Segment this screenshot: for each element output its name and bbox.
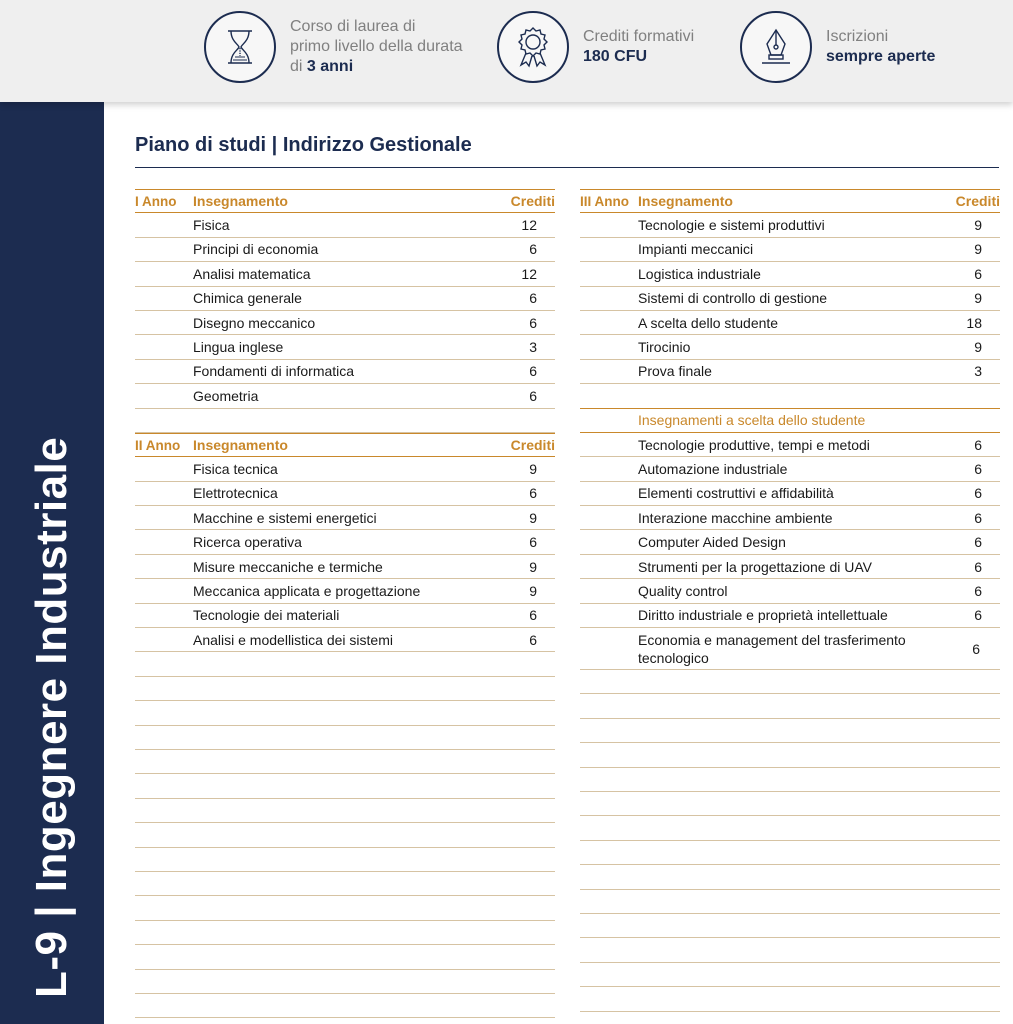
- empty-line: [580, 768, 1000, 792]
- award-ribbon-icon: [497, 11, 569, 83]
- course-credits: 9: [974, 217, 982, 234]
- course-name: Tecnologie produttive, tempi e metodi: [638, 436, 870, 453]
- table-row: [135, 530, 555, 554]
- feature-credits-line1: Crediti formativi: [583, 28, 695, 45]
- table-row: [580, 530, 1000, 554]
- year1-header: [135, 189, 555, 213]
- course-name: Automazione industriale: [638, 460, 788, 477]
- table-row: [135, 262, 555, 286]
- right-empty-lines: [580, 670, 1000, 1011]
- course-credits: 6: [529, 534, 537, 551]
- course-credits: 6: [974, 582, 982, 599]
- course-credits: 6: [974, 436, 982, 453]
- course-name: Chimica generale: [193, 290, 302, 307]
- course-name: Ricerca operativa: [193, 534, 302, 551]
- feature-credits-value: 180 CFU: [583, 48, 648, 65]
- course-name: Elementi costruttivi e affidabilità: [638, 485, 834, 502]
- course-credits: 6: [974, 460, 982, 477]
- right-column: [580, 189, 1000, 1012]
- empty-line: [135, 921, 555, 945]
- table-row: [580, 238, 1000, 262]
- table-row: [135, 311, 555, 335]
- empty-line: [580, 914, 1000, 938]
- course-credits: 9: [529, 582, 537, 599]
- empty-line: [135, 726, 555, 750]
- course-credits: 6: [974, 265, 982, 282]
- course-name: Sistemi di controllo di gestione: [638, 290, 828, 307]
- course-name: Prova finale: [638, 363, 712, 380]
- empty-line: [580, 816, 1000, 840]
- empty-line: [135, 701, 555, 725]
- table-row: [580, 579, 1000, 603]
- course-credits: 12: [521, 265, 537, 282]
- course-credits: 6: [974, 607, 982, 624]
- course-credits: 6: [529, 631, 537, 648]
- feature-enrollment: [740, 10, 935, 84]
- year1-label: I Anno: [135, 193, 177, 209]
- course-name: Strumenti per la progettazione di UAV: [638, 558, 872, 575]
- table-row: [580, 287, 1000, 311]
- hourglass-icon: [204, 11, 276, 83]
- course-credits: 6: [974, 509, 982, 526]
- course-credits: 3: [529, 339, 537, 356]
- table-row: [135, 213, 555, 237]
- year3-rows: [580, 213, 1000, 384]
- empty-line: [135, 652, 555, 676]
- empty-line: [135, 750, 555, 774]
- empty-line: [580, 841, 1000, 865]
- table-row: [135, 579, 555, 603]
- spacer-row: [135, 409, 555, 433]
- empty-line: [135, 945, 555, 969]
- electives-title: Insegnamenti a scelta dello studente: [638, 412, 866, 429]
- course-credits: 9: [974, 339, 982, 356]
- empty-line: [135, 774, 555, 798]
- year3-header: [580, 189, 1000, 213]
- fountain-pen-icon: [740, 11, 812, 83]
- table-row: [580, 262, 1000, 286]
- feature-duration-line3: [290, 57, 463, 77]
- course-credits: 6: [529, 314, 537, 331]
- course-credits: 18: [966, 314, 982, 331]
- course-credits: 6: [974, 558, 982, 575]
- course-credits: 12: [521, 217, 537, 234]
- empty-line: [580, 670, 1000, 694]
- table-row: [580, 482, 1000, 506]
- table-row: [135, 384, 555, 408]
- empty-line: [580, 694, 1000, 718]
- course-name: Misure meccaniche e termiche: [193, 558, 383, 575]
- course-name: Impianti meccanici: [638, 241, 754, 258]
- feature-enrollment-text: [826, 27, 935, 67]
- table-row: [135, 335, 555, 359]
- electives-header: [580, 409, 1000, 433]
- table-row: [580, 213, 1000, 237]
- title-divider: [135, 167, 999, 168]
- feature-enrollment-line1: Iscrizioni: [826, 28, 889, 45]
- year3-credits-header: Crediti: [955, 193, 1000, 210]
- sidebar: [0, 102, 104, 1024]
- empty-line: [580, 987, 1000, 1011]
- course-name: Economia e management del trasferimento tecnologico: [638, 631, 906, 666]
- left-column: [135, 189, 555, 1018]
- table-row: [580, 335, 1000, 359]
- left-empty-lines: [135, 652, 555, 1018]
- table-row: [580, 506, 1000, 530]
- feature-enrollment-value: sempre aperte: [826, 48, 936, 65]
- feature-duration-line1: Corso di laurea di: [290, 18, 416, 35]
- page-title: Piano di studi | Indirizzo Gestionale: [135, 134, 472, 156]
- sidebar-title: L-9 | Ingegnere Industriale: [27, 436, 76, 998]
- course-credits: 6: [529, 607, 537, 624]
- table-row: [135, 360, 555, 384]
- course-name: Macchine e sistemi energetici: [193, 509, 377, 526]
- course-credits: 9: [974, 241, 982, 258]
- course-credits: 9: [529, 509, 537, 526]
- feature-duration-value: 3 anni: [306, 58, 354, 75]
- course-credits: 6: [529, 387, 537, 404]
- course-name: Meccanica applicata e progettazione: [193, 582, 421, 599]
- course-credits: 3: [974, 363, 982, 380]
- course-name: Tecnologie e sistemi produttivi: [638, 217, 825, 234]
- year3-label: III Anno: [580, 193, 629, 209]
- course-name: Computer Aided Design: [638, 534, 786, 551]
- year3-course-header: Insegnamento: [638, 193, 733, 210]
- table-row: [135, 482, 555, 506]
- course-name: Analisi matematica: [193, 265, 311, 282]
- empty-line: [580, 890, 1000, 914]
- empty-line: [135, 823, 555, 847]
- course-name: Diritto industriale e proprietà intellettuale: [638, 607, 888, 624]
- course-credits: 9: [529, 460, 537, 477]
- table-row: [135, 604, 555, 628]
- course-name: Tecnologie dei materiali: [193, 607, 340, 624]
- course-credits: 6: [974, 485, 982, 502]
- course-name: Fisica: [193, 217, 230, 234]
- table-row: [580, 604, 1000, 628]
- empty-line: [135, 799, 555, 823]
- course-credits: 6: [529, 363, 537, 380]
- table-row: [580, 457, 1000, 481]
- feature-credits: [497, 10, 694, 84]
- year2-credits-header: Crediti: [510, 437, 555, 454]
- course-name: Fondamenti di informatica: [193, 363, 355, 380]
- course-name: Principi di economia: [193, 241, 319, 258]
- course-name: Tirocinio: [638, 339, 691, 356]
- year1-course-header: Insegnamento: [193, 193, 288, 210]
- table-row: [580, 311, 1000, 335]
- empty-line: [135, 677, 555, 701]
- course-credits: 9: [529, 558, 537, 575]
- table-row: [135, 287, 555, 311]
- table-row: [580, 360, 1000, 384]
- empty-line: [135, 896, 555, 920]
- course-credits: 6: [974, 534, 982, 551]
- course-name: Elettrotecnica: [193, 485, 278, 502]
- course-name: Interazione macchine ambiente: [638, 509, 833, 526]
- empty-line: [580, 743, 1000, 767]
- course-credits: 9: [974, 290, 982, 307]
- empty-line: [135, 994, 555, 1018]
- table-row: [135, 506, 555, 530]
- feature-duration-line3-prefix: di: [290, 58, 307, 75]
- course-name: Quality control: [638, 582, 728, 599]
- table-row: [135, 628, 555, 652]
- feature-credits-text: [583, 27, 694, 67]
- feature-duration: [204, 10, 463, 84]
- table-row: [135, 555, 555, 579]
- table-row: [580, 628, 1000, 670]
- course-name: Lingua inglese: [193, 339, 284, 356]
- course-name: Geometria: [193, 387, 259, 404]
- year2-rows: [135, 457, 555, 652]
- year2-header: [135, 433, 555, 457]
- table-row: [580, 433, 1000, 457]
- course-name: Logistica industriale: [638, 265, 761, 282]
- year1-rows: [135, 213, 555, 408]
- course-name: Disegno meccanico: [193, 314, 316, 331]
- year1-credits-header: Crediti: [510, 193, 555, 210]
- course-credits: 6: [529, 241, 537, 258]
- spacer-row: [580, 384, 1000, 408]
- table-row: [135, 238, 555, 262]
- course-credits: 6: [529, 485, 537, 502]
- empty-line: [580, 865, 1000, 889]
- feature-duration-line2: primo livello della durata: [290, 38, 463, 55]
- empty-line: [580, 963, 1000, 987]
- empty-line: [580, 719, 1000, 743]
- year2-label: II Anno: [135, 437, 181, 453]
- course-name: Analisi e modellistica dei sistemi: [193, 631, 393, 648]
- empty-line: [135, 872, 555, 896]
- course-credits: 6: [529, 290, 537, 307]
- empty-line: [580, 938, 1000, 962]
- course-name: Fisica tecnica: [193, 460, 278, 477]
- feature-duration-text: [290, 17, 463, 77]
- year2-course-header: Insegnamento: [193, 437, 288, 454]
- table-row: [580, 555, 1000, 579]
- table-row: [135, 457, 555, 481]
- empty-line: [135, 970, 555, 994]
- header-band: [0, 0, 1013, 102]
- empty-line: [580, 792, 1000, 816]
- empty-line: [135, 848, 555, 872]
- electives-rows: [580, 433, 1000, 670]
- course-credits: 6: [972, 640, 980, 657]
- course-name: A scelta dello studente: [638, 314, 779, 331]
